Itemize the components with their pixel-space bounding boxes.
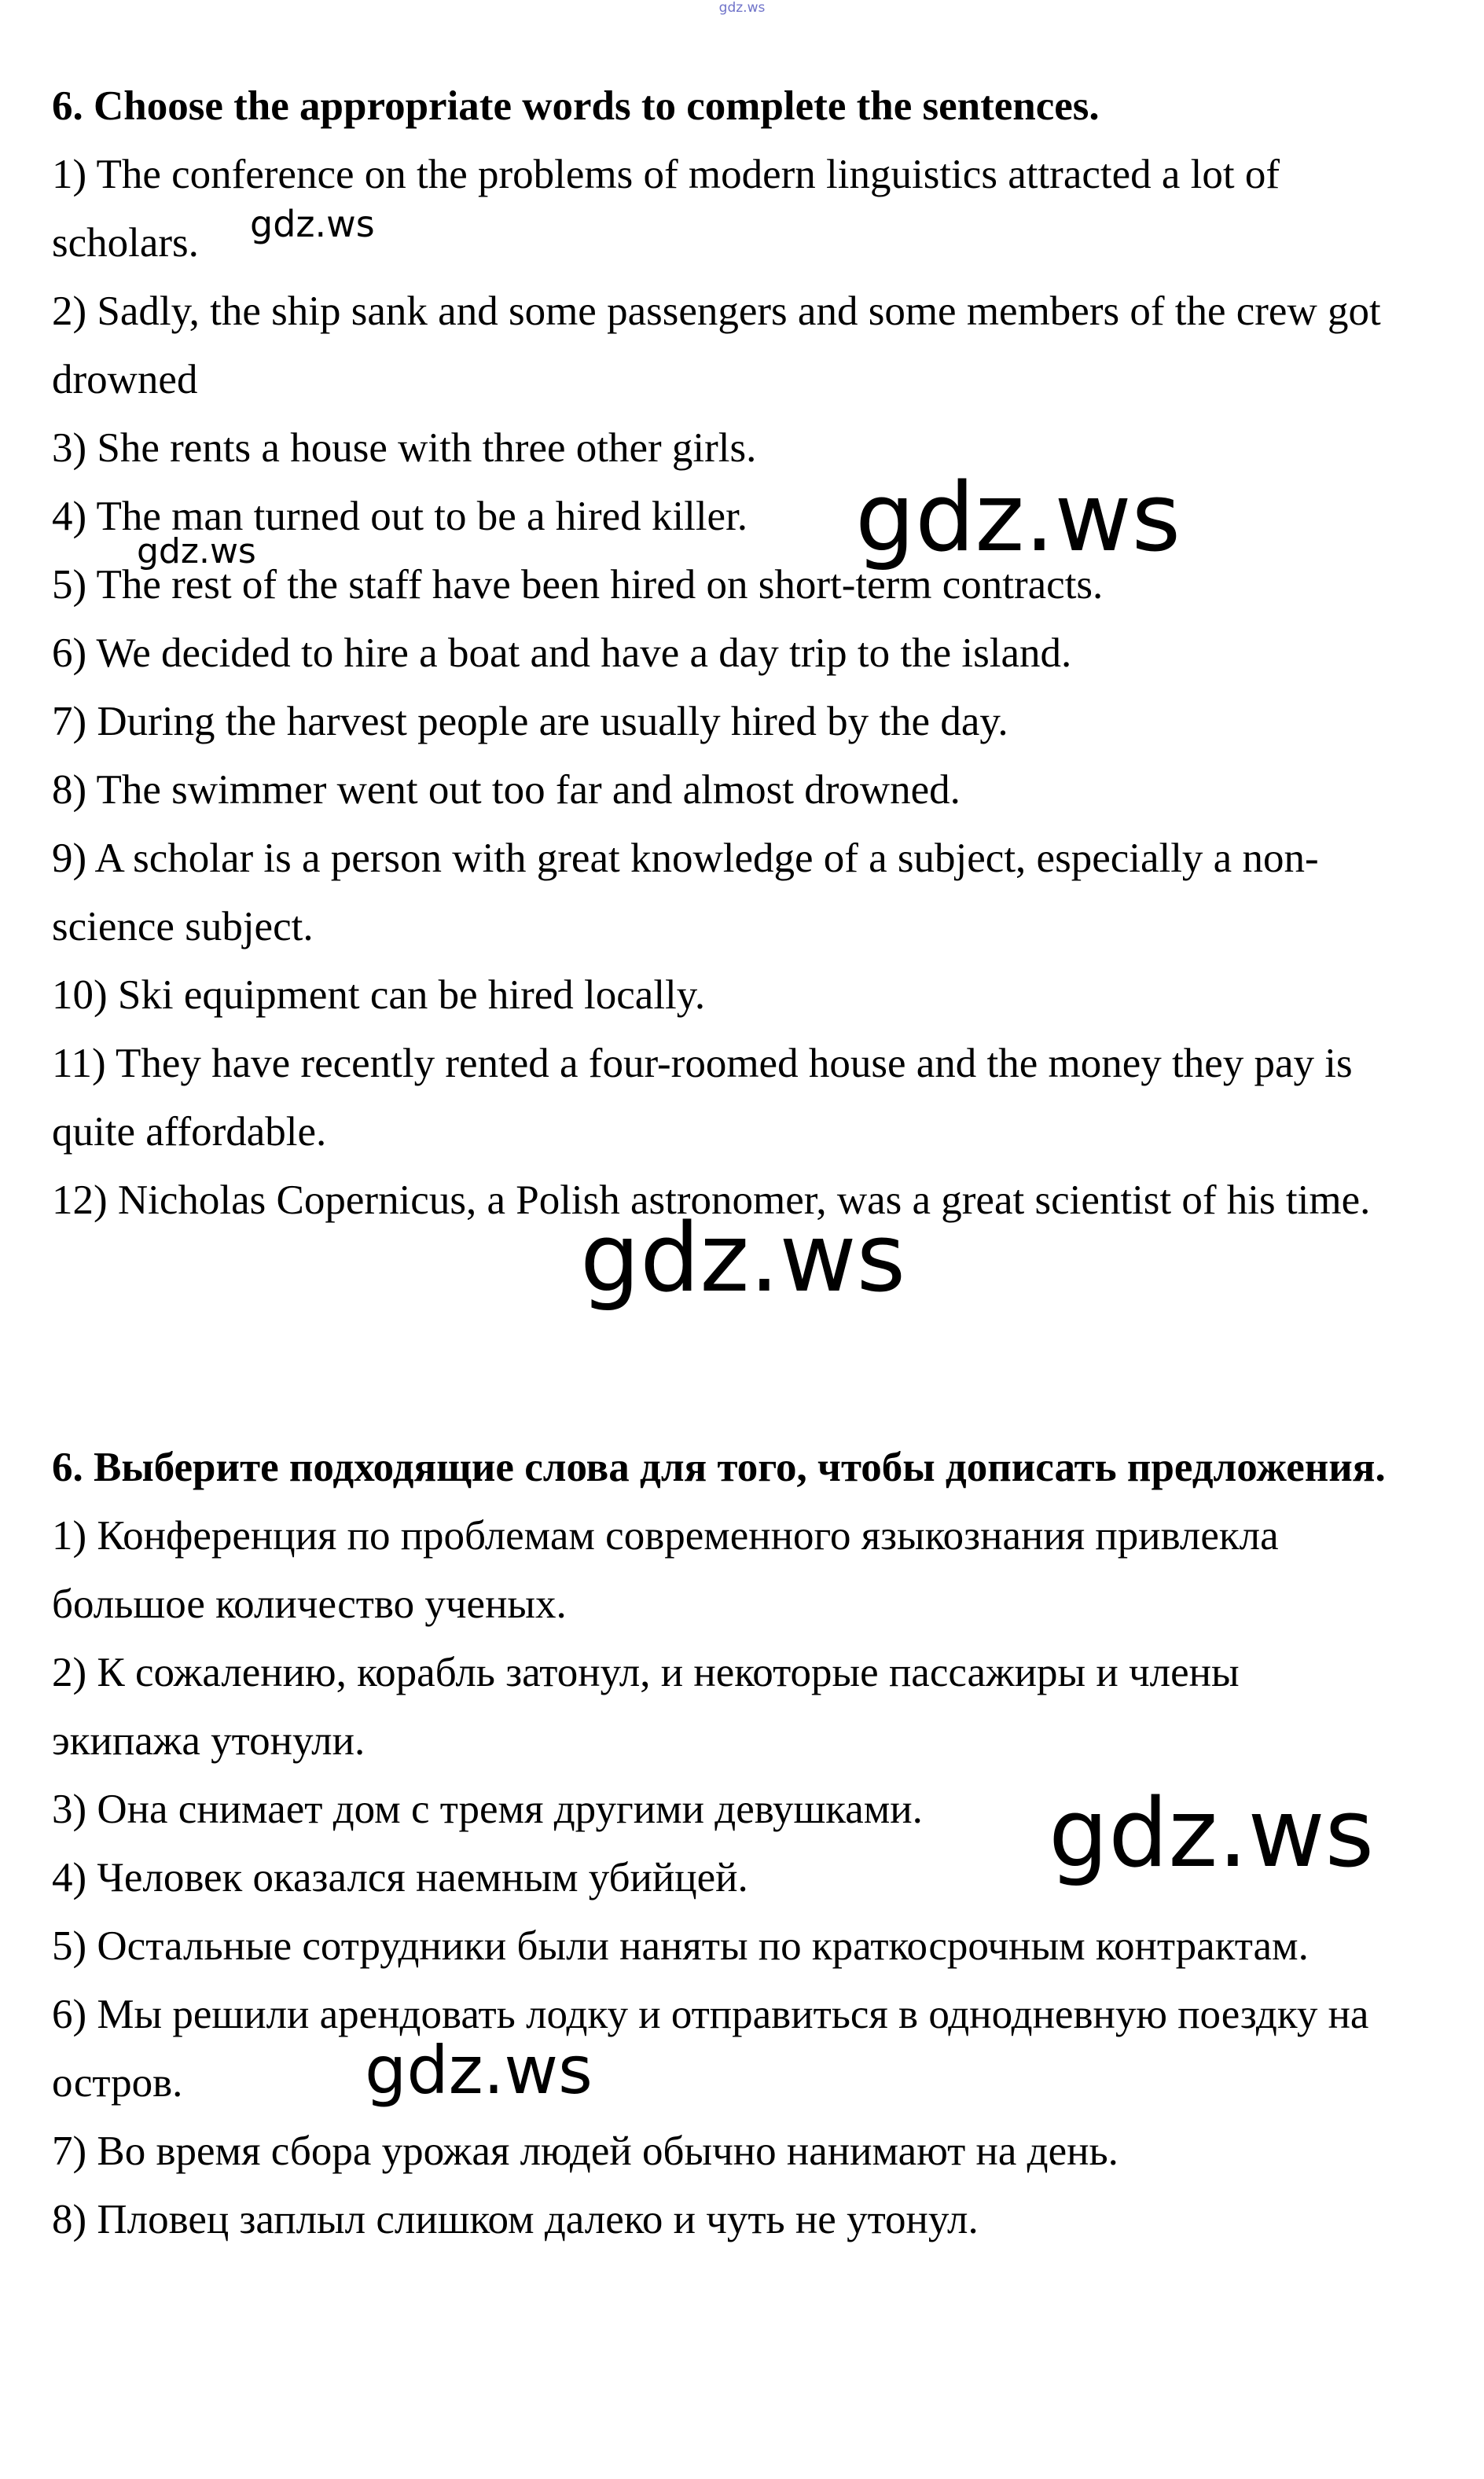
watermark: gdz.ws	[855, 464, 1181, 573]
english-item-1: 1) The conference on the problems of modern linguistics attracted a lot of scholars.	[52, 152, 1280, 266]
russian-heading: 6. Выберите подходящие слова для того, чтобы дописать предложения.	[52, 1445, 1386, 1490]
english-item-9: 9) A scholar is a person with great knowledge of a subject, especially a non-science subject.	[52, 836, 1319, 949]
header-watermark: gdz.ws	[718, 0, 766, 16]
english-item-4: 4) The man turned out to be a hired killer.	[52, 494, 748, 539]
watermark: gdz.ws	[580, 1204, 906, 1313]
english-item-12: 12) Nicholas Copernicus, a Polish astronomer, was a great scientist of his time.	[52, 1177, 1371, 1223]
english-item-7: 7) During the harvest people are usually hired by the day.	[52, 699, 1008, 744]
watermark: gdz.ws	[250, 203, 375, 245]
watermark: gdz.ws	[137, 531, 256, 571]
russian-item-7: 7) Во время сбора урожая людей обычно нанимают на день.	[52, 2128, 1119, 2174]
russian-item-3: 3) Она снимает дом с тремя другими девушками.	[52, 1787, 923, 1832]
english-heading: 6. Choose the appropriate words to complete the sentences.	[52, 83, 1100, 129]
english-exercise	[52, 72, 1388, 1235]
russian-item-1: 1) Конференция по проблемам современного языкознания привлекла большое количество ученых.	[52, 1513, 1279, 1627]
russian-item-6: 6) Мы решили арендовать лодку и отправиться в однодневную поездку на остров.	[52, 1992, 1369, 2106]
russian-item-8: 8) Пловец заплыл слишком далеко и чуть не утонул.	[52, 2197, 979, 2242]
russian-item-4: 4) Человек оказался наемным убийцей.	[52, 1855, 748, 1901]
watermark: gdz.ws	[365, 2032, 593, 2109]
russian-item-5: 5) Остальные сотрудники были наняты по краткосрочным контрактам.	[52, 1923, 1309, 1969]
english-item-5: 5) The rest of the staff have been hired on short-term contracts.	[52, 562, 1104, 608]
watermark: gdz.ws	[1049, 1779, 1375, 1889]
english-item-10: 10) Ski equipment can be hired locally.	[52, 972, 706, 1018]
english-item-8: 8) The swimmer went out too far and almost drowned.	[52, 767, 961, 813]
english-item-6: 6) We decided to hire a boat and have a day trip to the island.	[52, 630, 1072, 676]
english-item-3: 3) She rents a house with three other girls.	[52, 425, 757, 471]
english-item-11: 11) They have recently rented a four-roomed house and the money they pay is quite affordable.	[52, 1041, 1353, 1155]
english-item-2: 2) Sadly, the ship sank and some passengers and some members of the crew got drowned	[52, 288, 1381, 402]
russian-item-2: 2) К сожалению, корабль затонул, и некоторые пассажиры и члены экипажа утонули.	[52, 1650, 1240, 1764]
